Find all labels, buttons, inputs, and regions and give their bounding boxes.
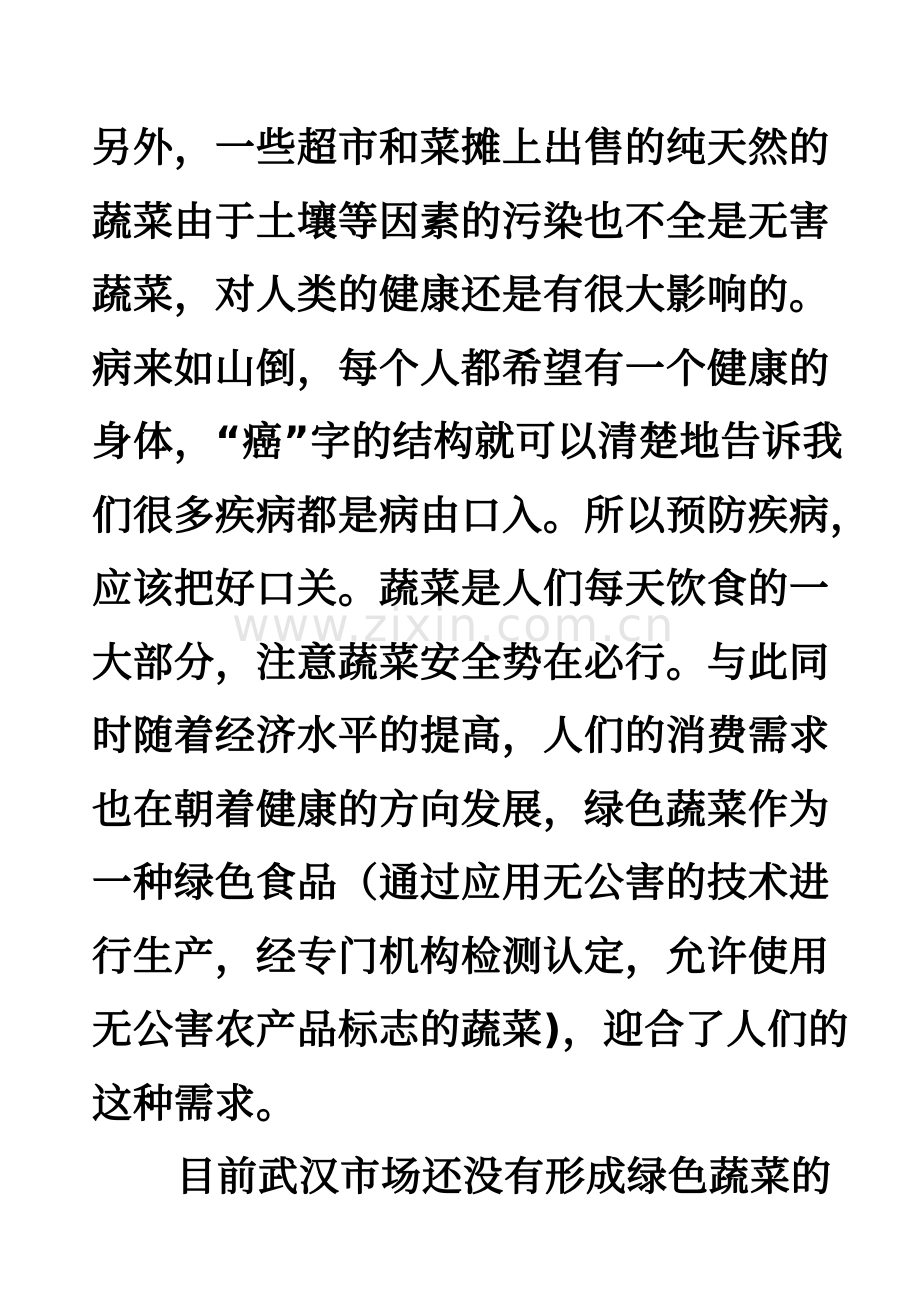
text-line: 这种需求。 bbox=[92, 1080, 297, 1127]
text-line: 蔬菜，对人类的健康还是有很大影响的。 bbox=[92, 272, 830, 318]
text-line: 大部分，注意蔬菜安全势在必行。与此同 bbox=[92, 639, 830, 686]
watermark: www.zixin.com.cn bbox=[232, 598, 676, 652]
text-line: 身体，“癌”字的结构就可以清楚地告诉我 bbox=[92, 419, 844, 465]
text-line: 应该把好口关。蔬菜是人们每天饮食的一 bbox=[92, 566, 830, 612]
text-line: 也在朝着健康的方向发展，绿色蔬菜作为 bbox=[92, 786, 830, 833]
text-line: 一种绿色食品（通过应用无公害的技术进 bbox=[92, 860, 830, 906]
text-line: 病来如山倒，每个人都希望有一个健康的 bbox=[92, 345, 830, 392]
text-line: 无公害农产品标志的蔬菜)，迎合了人们的 bbox=[92, 1007, 850, 1053]
body-text bbox=[92, 112, 871, 1215]
text-line: 行生产，经专门机构检测认定，允许使用 bbox=[92, 933, 830, 980]
text-line: 时随着经济水平的提高，人们的消费需求 bbox=[92, 713, 830, 759]
text-line: 另外，一些超市和菜摊上出售的纯天然的 bbox=[92, 125, 830, 171]
text-line: 蔬菜由于土壤等因素的污染也不全是无害 bbox=[92, 198, 830, 245]
paragraph-start-line: 目前武汉市场还没有形成绿色蔬菜的 bbox=[176, 1154, 832, 1200]
text-line: 们很多疾病都是病由口入。所以预防疾病， bbox=[92, 492, 871, 539]
